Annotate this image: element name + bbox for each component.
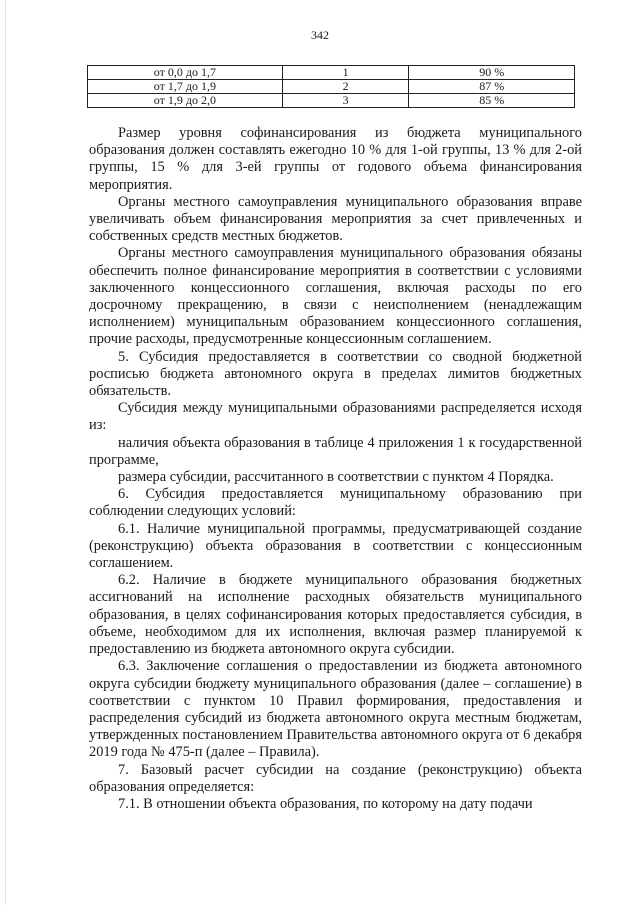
- table-row: [88, 80, 575, 94]
- table-cell: 3: [282, 94, 409, 108]
- paragraph-item-7: 7. Базовый расчет субсидии на создание (реконструкцию) объекта образования определяется:: [89, 761, 582, 795]
- paragraph-item-6-3: 6.3. Заключение соглашения о предоставлении из бюджета автономного округа субсидии бюджету муниципального образования (далее – соглашение) в соответствии с пунктом 10 Правил формирования, предоставления и распределения субсидий из бюджета автономного округа местным бюджетам, утвержденных постановлением Правительства автономного округа от 6 декабря 2019 года № 475-п (далее – Правила).: [89, 658, 582, 761]
- table-cell: 2: [282, 80, 409, 94]
- table-cell: 87 %: [409, 80, 575, 94]
- paragraph-criterion-amount: размера субсидии, рассчитанного в соответствии с пунктом 4 Порядка.: [118, 469, 554, 486]
- paragraph-item-7-1: 7.1. В отношении объекта образования, по которому на дату подачи: [118, 795, 533, 812]
- table-cell: от 0,0 до 1,7: [88, 66, 283, 80]
- table-cell: 90 %: [409, 66, 575, 80]
- paragraph-item-6-2: 6.2. Наличие в бюджете муниципального образования бюджетных ассигнований на исполнение расходных обязательств муниципального образования, в целях софинансирования которых предоставляется субсидия, в объеме, необходимом для их исполнения, включая размер планируемой к предоставлению из бюджета автономного округа субсидии.: [89, 572, 582, 658]
- cofinancing-levels-table: [87, 65, 575, 108]
- paragraph-criterion-object: наличия объекта образования в таблице 4 приложения 1 к государственной программе,: [89, 434, 582, 468]
- table-cell: от 1,9 до 2,0: [88, 94, 283, 108]
- paragraph-full-financing: Органы местного самоуправления муниципального образования обязаны обеспечить полное финансирование мероприятия в соответствии с условиями заключенного концессионного соглашения, включая расходы по его досрочному прекращению, в связи с неисполнением (ненадлежащим исполнением) муниципальным образованием концессионного соглашения, прочие расходы, предусмотренные концессионным соглашением.: [89, 245, 582, 348]
- scan-edge-line: [5, 0, 6, 905]
- paragraph-item-5: 5. Субсидия предоставляется в соответствии со сводной бюджетной росписью бюджета автономного округа в пределах лимитов бюджетных обязательств.: [89, 348, 582, 400]
- table-cell: 85 %: [409, 94, 575, 108]
- document-body: [89, 125, 582, 813]
- paragraph-item-6-1: 6.1. Наличие муниципальной программы, предусматривающей создание (реконструкцию) объекта образования в соответствии с концессионным соглашением.: [89, 520, 582, 572]
- paragraph-distribution: Субсидия между муниципальными образованиями распределяется исходя из:: [89, 400, 582, 434]
- paragraph-cofinancing-level: Размер уровня софинансирования из бюджета муниципального образования должен составлять ежегодно 10 % для 1-ой группы, 13 % для 2-ой группы, 15 % для 3-ей группы от годового объема финансирования мероприятия.: [89, 125, 582, 193]
- page-number: 342: [311, 28, 329, 42]
- table-cell: от 1,7 до 1,9: [88, 80, 283, 94]
- table-cell: 1: [282, 66, 409, 80]
- table-row: [88, 66, 575, 80]
- paragraph-increase-financing: Органы местного самоуправления муниципального образования вправе увеличивать объем финансирования мероприятия за счет привлеченных и собственных средств местных бюджетов.: [89, 193, 582, 245]
- paragraph-item-6: 6. Субсидия предоставляется муниципальному образованию при соблюдении следующих условий:: [89, 486, 582, 520]
- table-row: [88, 94, 575, 108]
